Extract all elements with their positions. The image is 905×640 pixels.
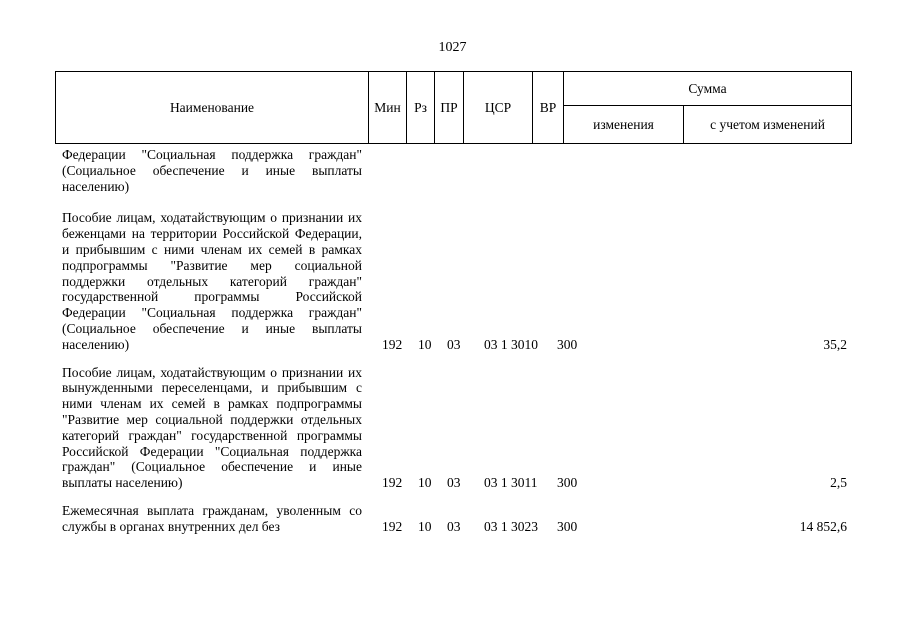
row-name: Федерации "Социальная поддержка граждан" (Социальное обеспечение и иные выплаты населению) — [62, 147, 362, 194]
cell-vr: 300 — [557, 518, 578, 534]
header-min: Мин — [369, 72, 407, 144]
header-vr: ВР — [533, 72, 564, 144]
table-row — [0, 365, 905, 491]
cell-sum: 2,5 — [830, 474, 847, 490]
cell-min: 192 — [382, 336, 403, 352]
row-values — [0, 337, 905, 353]
cell-pr: 03 — [447, 336, 461, 352]
row-values — [0, 475, 905, 491]
cell-min: 192 — [382, 518, 403, 534]
cell-csr: 03 1 3010 — [484, 336, 538, 352]
table-header — [55, 71, 852, 144]
table-row — [0, 210, 905, 352]
cell-rz: 10 — [418, 336, 432, 352]
header-with-change: с учетом изменений — [684, 106, 852, 144]
cell-vr: 300 — [557, 336, 578, 352]
row-name: Ежемесячная выплата гражданам, уволенным со службы в органах внутренних дел без — [62, 502, 362, 534]
cell-pr: 03 — [447, 474, 461, 490]
row-name: Пособие лицам, ходатайствующим о признании их вынужденными переселенцами, и прибывшим с ними членам их семей в рамках подпрограммы "Развитие мер социальной поддержки отдельных категорий граждан" государственной программы Российской Федерации "Социальная поддержка граждан" (Социальное обеспечение и иные выплаты населению) — [62, 364, 362, 491]
header-csr: ЦСР — [464, 72, 533, 144]
table-row — [0, 147, 905, 194]
header-sum: Сумма — [564, 72, 852, 106]
header-change: изменения — [564, 106, 684, 144]
table-body — [0, 147, 905, 547]
row-values — [0, 519, 905, 535]
cell-csr: 03 1 3011 — [484, 474, 538, 490]
table-row — [0, 503, 905, 535]
cell-sum: 14 852,6 — [799, 518, 847, 534]
header-rz: Рз — [407, 72, 435, 144]
cell-sum: 35,2 — [823, 336, 847, 352]
header-pr: ПР — [435, 72, 464, 144]
cell-pr: 03 — [447, 518, 461, 534]
cell-min: 192 — [382, 474, 403, 490]
row-name: Пособие лицам, ходатайствующим о признании их беженцами на территории Российской Федерации, и прибывшим с ними членам их семей в рамках подпрограммы "Развитие мер социальной поддержки отдельных категорий граждан" государственной программы Российской Федерации "Социальная поддержка граждан" (Социальное обеспечение и иные выплаты населению) — [62, 210, 362, 352]
header-name: Наименование — [56, 72, 369, 144]
page-number: 1027 — [438, 40, 467, 55]
cell-csr: 03 1 3023 — [484, 518, 538, 534]
cell-rz: 10 — [418, 518, 432, 534]
cell-rz: 10 — [418, 474, 432, 490]
cell-vr: 300 — [557, 474, 578, 490]
